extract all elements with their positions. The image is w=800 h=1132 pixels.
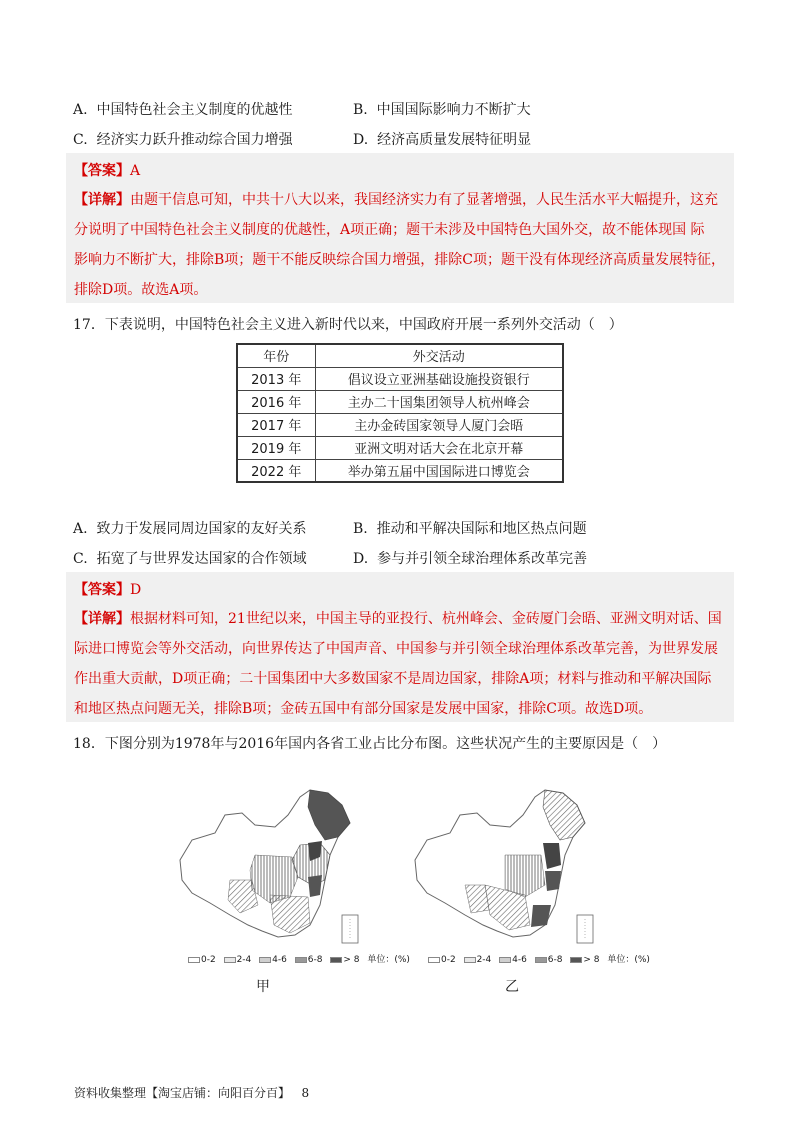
table-cell-activity: 亚洲文明对话大会在北京开幕 [315, 436, 563, 459]
legend-item: 0-2 [428, 955, 456, 965]
q16-option-a: A. 中国特色社会主义制度的优越性 [73, 102, 293, 118]
table-row [237, 436, 563, 459]
q17-detail-line-1: 【详解】根据材料可知，21世纪以来，中国主导的亚投行、杭州峰会、金砖厦门会晤、亚洲文明对话、国 [74, 611, 722, 627]
q18-stem: 18．下图分别为1978年与2016年国内各省工业占比分布图。这些状况产生的主要原因是（ ） [73, 736, 667, 752]
table-header-year: 年份 [237, 344, 315, 367]
q16-answer-box [66, 153, 734, 303]
legend-item: > 8 [570, 955, 599, 965]
table-cell-year: 2022 年 [237, 459, 315, 482]
china-map-2016-figure [405, 785, 605, 950]
table-row [237, 367, 563, 390]
page-footer [74, 1084, 309, 1101]
q16-detail-line-1: 【详解】由题干信息可知，中共十八大以来，我国经济实力有了显著增强，人民生活水平大幅提升，这充 [74, 192, 718, 208]
table-cell-activity: 主办二十国集团领导人杭州峰会 [315, 390, 563, 413]
q17-options-row-1 [73, 518, 733, 540]
legend-item: 6-8 [295, 955, 323, 965]
q17-detail-line-4: 和地区热点问题无关，排除B项；金砖五国中有部分国家是发展中国家，排除C项。故选D项。 [74, 701, 653, 717]
q17-option-a: A. 致力于发展同周边国家的友好关系 [73, 521, 307, 537]
map-2016-legend [428, 952, 650, 965]
q17-option-b: B. 推动和平解决国际和地区热点问题 [353, 521, 587, 537]
q16-options-row-1 [73, 99, 733, 121]
q16-detail-line-3: 影响力不断扩大，排除B项；题干不能反映综合国力增强，排除C项；题干没有体现经济高质量发展特征， [74, 252, 725, 268]
legend-unit: 单位：(%) [607, 955, 650, 965]
page-number: 8 [301, 1086, 310, 1100]
q17-detail-line-2: 际进口博览会等外交活动，向世界传达了中国声音、中国参与并引领全球治理体系改革完善，为世界发展 [74, 641, 718, 657]
q17-stem: 17．下表说明，中国特色社会主义进入新时代以来，中国政府开展一系列外交活动（ ） [73, 317, 623, 333]
table-cell-year: 2013 年 [237, 367, 315, 390]
q16-option-c: C. 经济实力跃升推动综合国力增强 [73, 132, 293, 148]
legend-item: 2-4 [224, 955, 252, 965]
q16-detail-line-4: 排除D项。故选A项。 [74, 282, 208, 298]
q17-option-c: C. 拓宽了与世界发达国家的合作领域 [73, 551, 307, 567]
legend-item: 2-4 [464, 955, 492, 965]
map-label-yi: 乙 [505, 979, 519, 995]
table-row [237, 413, 563, 436]
q16-detail-line-2: 分说明了中国特色社会主义制度的优越性，A项正确；题干未涉及中国特色大国外交，故不能体现国 际 [74, 222, 705, 238]
legend-item: 6-8 [535, 955, 563, 965]
table-cell-activity: 举办第五届中国国际进口博览会 [315, 459, 563, 482]
table-row [237, 390, 563, 413]
table-header-activity: 外交活动 [315, 344, 563, 367]
table-cell-activity: 倡议设立亚洲基础设施投资银行 [315, 367, 563, 390]
table-header-row [237, 344, 563, 367]
q16-option-d: D. 经济高质量发展特征明显 [353, 132, 532, 148]
q16-answer: 【答案】A [74, 163, 141, 179]
q17-detail-line-3: 作出重大贡献，D项正确；二十国集团中大多数国家不是周边国家，排除A项；材料与推动和平解决国际 [74, 671, 712, 687]
table-cell-activity: 主办金砖国家领导人厦门会晤 [315, 413, 563, 436]
china-map-1978-figure [170, 785, 370, 950]
table-cell-year: 2016 年 [237, 390, 315, 413]
legend-item: 4-6 [259, 955, 287, 965]
legend-item: 4-6 [499, 955, 527, 965]
q17-answer-box [66, 572, 734, 722]
table-row [237, 459, 563, 482]
table-cell-year: 2017 年 [237, 413, 315, 436]
q16-options-row-2 [73, 129, 733, 151]
footer-source: 资料收集整理【淘宝店铺：向阳百分百】 [74, 1086, 291, 1100]
legend-unit: 单位：(%) [367, 955, 410, 965]
legend-item: 0-2 [188, 955, 216, 965]
legend-item: > 8 [330, 955, 359, 965]
q17-option-d: D. 参与并引领全球治理体系改革完善 [353, 551, 588, 567]
map-1978 [170, 785, 370, 954]
table-cell-year: 2019 年 [237, 436, 315, 459]
q17-diplomacy-table [236, 343, 564, 483]
q17-answer: 【答案】D [74, 582, 142, 598]
q17-options-row-2 [73, 548, 733, 570]
q16-option-b: B. 中国国际影响力不断扩大 [353, 102, 531, 118]
map-label-jia: 甲 [256, 979, 270, 995]
map-2016 [405, 785, 605, 954]
map-1978-legend [188, 952, 410, 965]
